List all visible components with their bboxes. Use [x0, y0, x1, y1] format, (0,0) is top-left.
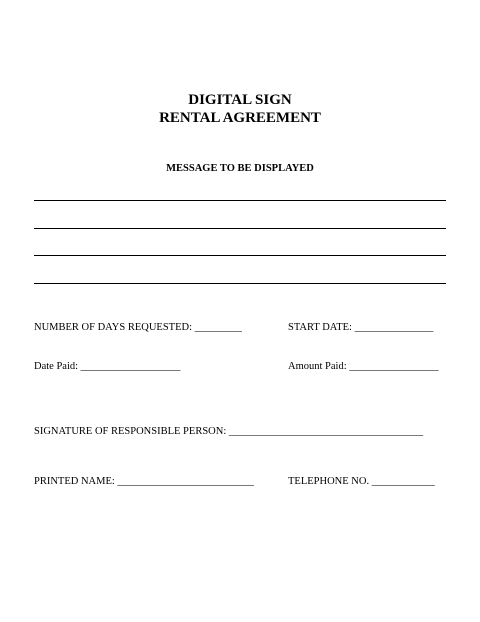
message-line-2	[34, 228, 446, 229]
signature-field: SIGNATURE OF RESPONSIBLE PERSON: _____________________________________	[34, 426, 424, 437]
amount-paid-field: Amount Paid: _________________	[288, 361, 439, 372]
message-heading: MESSAGE TO BE DISPLAYED	[166, 163, 314, 174]
start-date-field: START DATE: _______________	[288, 322, 434, 333]
days-requested-field: NUMBER OF DAYS REQUESTED: _________	[34, 322, 242, 333]
document-title-line-1: DIGITAL SIGN	[188, 92, 292, 108]
printed-name-field: PRINTED NAME: __________________________	[34, 476, 254, 487]
message-line-1	[34, 200, 446, 201]
message-line-4	[34, 283, 446, 284]
message-line-3	[34, 255, 446, 256]
date-paid-field: Date Paid: ___________________	[34, 361, 181, 372]
document-title-line-2: RENTAL AGREEMENT	[159, 110, 321, 126]
telephone-field: TELEPHONE NO. ____________	[288, 476, 435, 487]
